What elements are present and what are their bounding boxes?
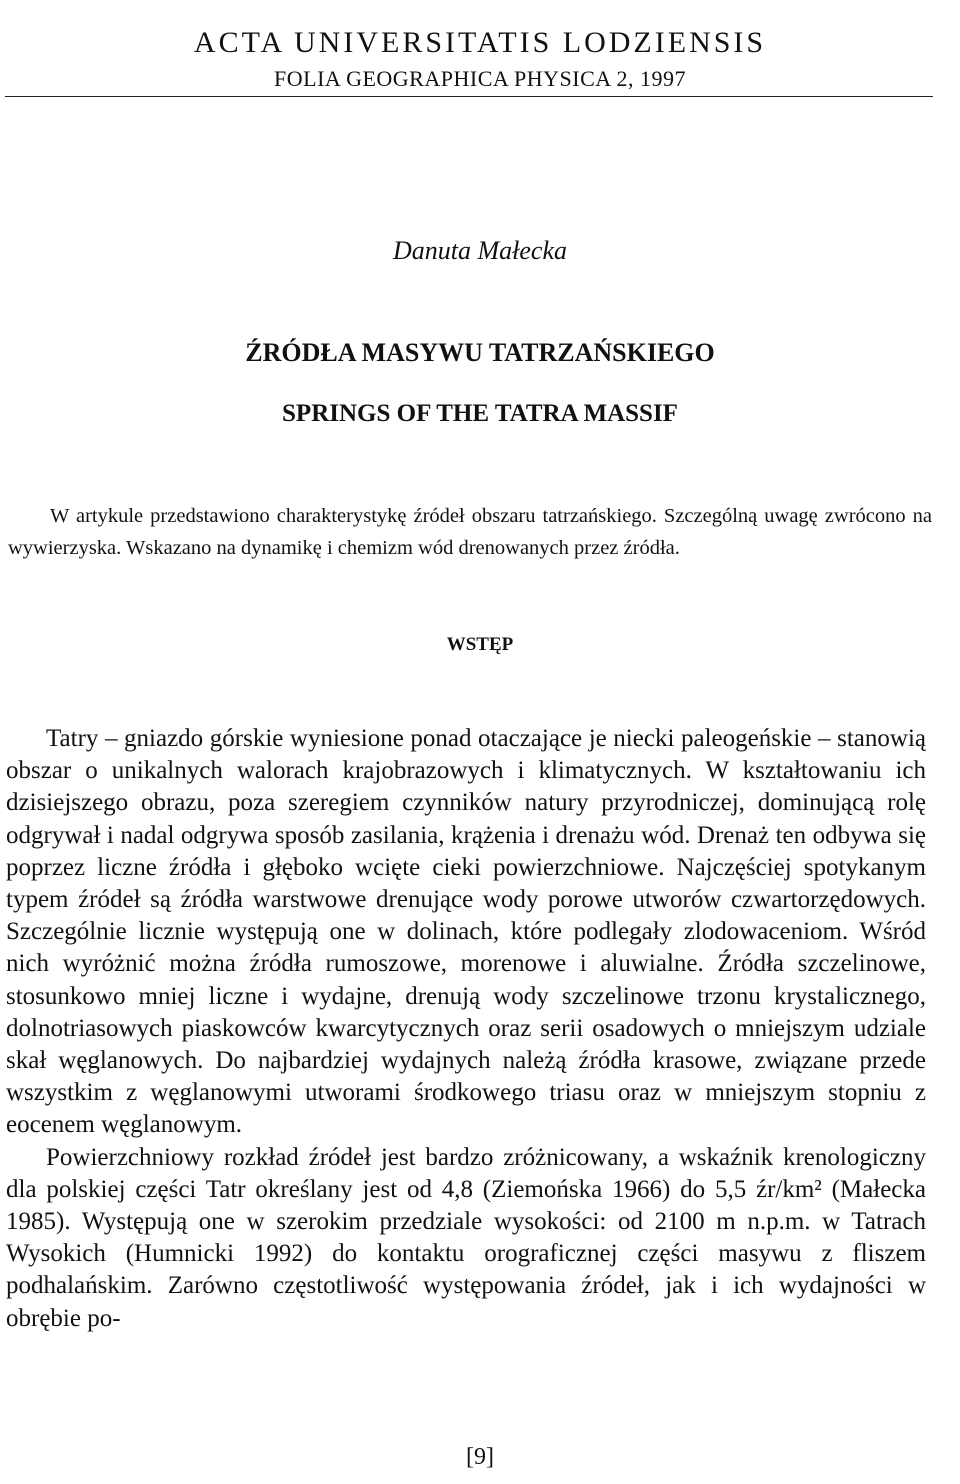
body-paragraph: Tatry – gniazdo górskie wyniesione ponad otaczające je niecki paleogeńskie – stanowią obszar o unikalnych walorach krajobrazowych i klimatycznych. W kształtowaniu ich dzisiejszego obrazu, poza szeregiem czynników natury przyrodniczej, dominującą rolę odgrywał i nadal odgrywa sposób zasilania, krążenia i drenażu wód. Drenaż ten odbywa się poprzez liczne źródła i głęboko wcięte cieki powierzchniowe. Najczęściej spotykanym typem źródeł są źródła warstwowe drenujące wody porowe utworów czwartorzędowych. Szczególnie licznie występują one w dolinach, które podlegały zlodowaceniom. Wśród nich wyróżnić można źródła rumoszowe, morenowe i aluwialne. Źródła szczelinowe, stosunkowo mniej liczne i wydajne, drenują wody szczelinowe trzonu krystalicznego, dolnotriasowych piaskowców kwarcytycznych oraz serii osadowych o mniejszym udziale skał węglanowych. Do najbardziej wydajnych należą źródła krasowe, związane przede wszystkim z węglanowymi utworami środkowego triasu oraz w mniejszym stopniu z eocenem węglanowym. [6,725,926,1139]
article-title-polish: ŹRÓDŁA MASYWU TATRZAŃSKIEGO [245,338,715,367]
article-author: Danuta Małecka [392,236,567,265]
section-heading: WSTĘP [446,634,514,655]
article-abstract: W artykule przedstawiono charakterystykę źródeł obszaru tatrzańskiego. Szczególną uwagę zwrócono na wywierzyska. Wskazano na dynamikę i chemizm wód drenowanych przez źródła. [8,505,932,559]
page-number: [9] [466,1444,494,1470]
header-rule [5,96,933,97]
body-paragraph: Powierzchniowy rozkład źródeł jest bardzo zróżnicowany, a wskaźnik krenologiczny dla polskiej części Tatr określany jest od 4,8 (Ziemońska 1966) do 5,5 źr/km² (Małecka 1985). Występują one w szerokim przedziale wysokości: od 2100 m n.p.m. w Tatrach Wysokich (Humnicki 1992) do kontaktu orograficznej części masywu z fliszem podhalańskim. Zarówno częstotliwość występowania źródeł, jak i ich wydajności w obrębie po- [6,1143,926,1332]
section-body [6,723,926,1335]
article-title-english: SPRINGS OF THE TATRA MASSIF [282,400,678,427]
journal-series: FOLIA GEOGRAPHICA PHYSICA 2, 1997 [274,66,686,91]
journal-title: ACTA UNIVERSITATIS LODZIENSIS [193,26,767,59]
